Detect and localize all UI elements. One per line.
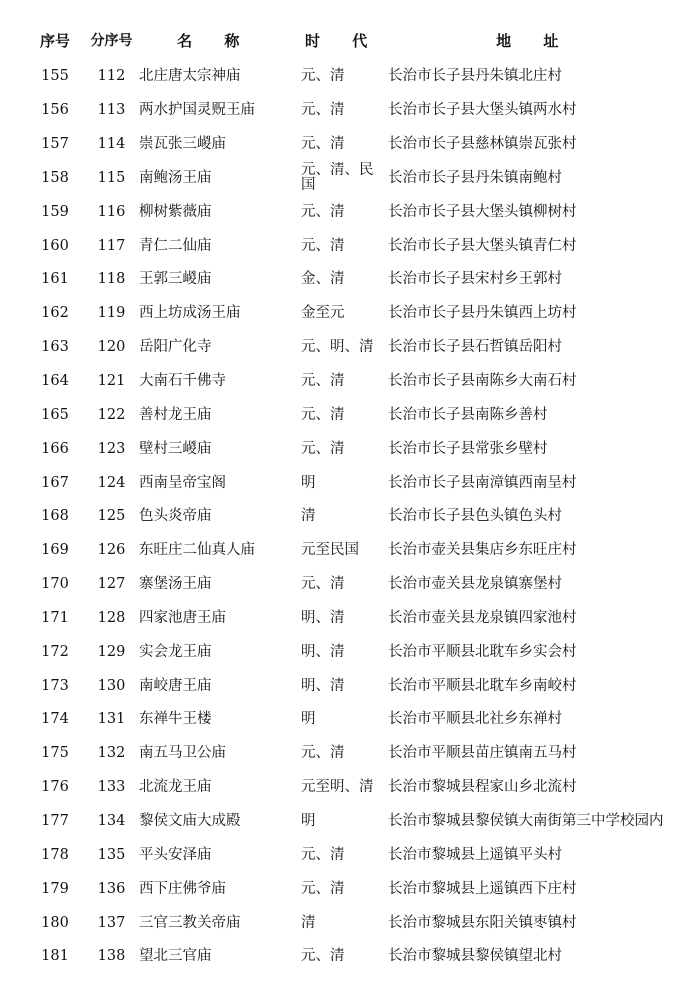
cell-era: 明、清 xyxy=(301,677,345,694)
cell-address: 长治市长子县宋村乡王郭村 xyxy=(388,271,562,288)
table-row xyxy=(22,737,684,771)
cell-seq: 171 xyxy=(41,609,69,626)
cell-sub-seq: 126 xyxy=(97,542,126,559)
cell-address: 长治市平顺县北社乡东禅村 xyxy=(388,711,562,728)
cell-address: 长治市黎城县黎侯镇望北村 xyxy=(388,948,562,965)
cell-seq: 158 xyxy=(41,169,69,186)
table-row xyxy=(22,703,684,737)
table-body xyxy=(22,60,684,974)
cell-seq: 169 xyxy=(41,542,69,559)
cell-address: 长治市黎城县上遥镇西下庄村 xyxy=(388,880,577,897)
cell-era: 元、清 xyxy=(301,237,345,254)
table-row xyxy=(22,195,684,229)
cell-address: 长治市长子县大堡头镇柳树村 xyxy=(388,203,577,220)
cell-name: 寨堡汤王庙 xyxy=(139,576,212,593)
table-row xyxy=(22,128,684,162)
cell-era: 元、清 xyxy=(301,948,345,965)
table-row xyxy=(22,669,684,703)
cell-sub-seq: 133 xyxy=(97,779,126,796)
cell-seq: 179 xyxy=(41,880,69,897)
cell-address: 长治市壶关县龙泉镇四家池村 xyxy=(388,609,577,626)
cell-sub-seq: 136 xyxy=(97,880,126,897)
cell-era: 元、清 xyxy=(301,406,345,423)
cell-era: 元、清 xyxy=(301,136,345,153)
cell-address: 长治市平顺县北耽车乡实会村 xyxy=(388,643,577,660)
cell-seq: 157 xyxy=(41,136,69,153)
cell-seq: 180 xyxy=(41,914,69,931)
cell-era: 元至明、清 xyxy=(301,779,374,796)
table-row xyxy=(22,297,684,331)
cell-name: 实会龙王庙 xyxy=(139,643,212,660)
table-row xyxy=(22,500,684,534)
cell-name: 北庄唐太宗神庙 xyxy=(139,68,241,85)
cell-sub-seq: 138 xyxy=(97,948,126,965)
cell-sub-seq: 123 xyxy=(97,440,126,457)
cell-sub-seq: 112 xyxy=(97,68,126,85)
cell-sub-seq: 135 xyxy=(97,846,126,863)
cell-address: 长治市壶关县龙泉镇寨堡村 xyxy=(388,576,562,593)
cell-sub-seq: 127 xyxy=(97,576,126,593)
cell-era: 金、清 xyxy=(301,271,345,288)
cell-seq: 156 xyxy=(41,102,69,119)
cell-era: 元、清 xyxy=(301,745,345,762)
cell-era: 元、清 xyxy=(301,203,345,220)
table-row xyxy=(22,602,684,636)
cell-address: 长治市长子县丹朱镇南鲍村 xyxy=(388,169,562,186)
cell-era: 元、清 xyxy=(301,68,345,85)
cell-seq: 160 xyxy=(41,237,69,254)
cell-sub-seq: 122 xyxy=(97,406,126,423)
cell-era: 元至民国 xyxy=(301,542,359,559)
cell-seq: 155 xyxy=(41,68,69,85)
cell-address: 长治市黎城县东阳关镇枣镇村 xyxy=(388,914,577,931)
cell-sub-seq: 117 xyxy=(97,237,126,254)
cell-era: 明 xyxy=(301,711,316,728)
cell-address: 长治市平顺县北耽车乡南峧村 xyxy=(388,677,577,694)
cell-name: 平头安泽庙 xyxy=(139,846,212,863)
cell-name: 北流龙王庙 xyxy=(139,779,212,796)
cell-name: 黎侯文庙大成殿 xyxy=(139,812,241,829)
table-row xyxy=(22,534,684,568)
cell-seq: 163 xyxy=(41,339,69,356)
table-row xyxy=(22,466,684,500)
table-row xyxy=(22,60,684,94)
cell-name: 柳树紫薇庙 xyxy=(139,203,212,220)
cell-name: 岳阳广化寺 xyxy=(139,339,212,356)
cell-era: 明、清 xyxy=(301,609,345,626)
table-row xyxy=(22,162,684,196)
cell-address: 长治市黎城县上遥镇平头村 xyxy=(388,846,562,863)
cell-sub-seq: 120 xyxy=(97,339,126,356)
cell-name: 四家池唐王庙 xyxy=(139,609,226,626)
table-row xyxy=(22,838,684,872)
cell-seq: 164 xyxy=(41,373,69,390)
cell-name: 西下庄佛爷庙 xyxy=(139,880,226,897)
table-row xyxy=(22,331,684,365)
cell-address: 长治市平顺县苗庄镇南五马村 xyxy=(388,745,577,762)
cell-name: 南峧唐王庙 xyxy=(139,677,212,694)
cell-name: 崇瓦张三嵕庙 xyxy=(139,136,226,153)
table-row xyxy=(22,263,684,297)
cell-address: 长治市长子县大堡头镇两水村 xyxy=(388,102,577,119)
cell-address: 长治市黎城县黎侯镇大南街第三中学校园内 xyxy=(388,812,664,829)
cell-name: 西上坊成汤王庙 xyxy=(139,305,241,322)
cell-seq: 165 xyxy=(41,406,69,423)
header-name: 名 称 xyxy=(177,32,253,50)
cell-sub-seq: 134 xyxy=(97,812,126,829)
cell-seq: 161 xyxy=(41,271,69,288)
cell-name: 壁村三嵕庙 xyxy=(139,440,212,457)
cell-name: 大南石千佛寺 xyxy=(139,373,226,390)
cell-seq: 178 xyxy=(41,846,69,863)
table-row xyxy=(22,635,684,669)
cell-era: 元、清 xyxy=(301,880,345,897)
cell-era: 元、明、清 xyxy=(301,339,374,356)
cell-sub-seq: 115 xyxy=(97,169,126,186)
cell-era: 金至元 xyxy=(301,305,345,322)
header-sub-seq: 分序号 xyxy=(90,32,133,49)
cell-sub-seq: 113 xyxy=(97,102,126,119)
table-row xyxy=(22,398,684,432)
cell-address: 长治市长子县常张乡壁村 xyxy=(388,440,548,457)
cell-sub-seq: 121 xyxy=(97,373,126,390)
cell-name: 王郭三嵕庙 xyxy=(139,271,212,288)
table-row xyxy=(22,94,684,128)
cell-sub-seq: 137 xyxy=(97,914,126,931)
cell-sub-seq: 125 xyxy=(97,508,126,525)
table-row xyxy=(22,906,684,940)
cell-name: 东禅牛王楼 xyxy=(139,711,212,728)
cell-era: 明 xyxy=(301,812,316,829)
cell-sub-seq: 130 xyxy=(97,677,126,694)
cell-seq: 172 xyxy=(41,643,69,660)
cell-seq: 181 xyxy=(41,948,69,965)
cell-name: 南五马卫公庙 xyxy=(139,745,226,762)
cell-sub-seq: 128 xyxy=(97,609,126,626)
cell-address: 长治市长子县丹朱镇北庄村 xyxy=(388,68,562,85)
header-address: 地 址 xyxy=(496,32,572,50)
cell-address: 长治市长子县慈林镇崇瓦张村 xyxy=(388,136,577,153)
table-row xyxy=(22,771,684,805)
header-era: 时 代 xyxy=(305,32,381,50)
header-seq: 序号 xyxy=(39,32,70,50)
cell-seq: 176 xyxy=(41,779,69,796)
cell-address: 长治市黎城县程家山乡北流村 xyxy=(388,779,577,796)
table-row xyxy=(22,229,684,263)
table-header-row xyxy=(22,22,684,60)
cell-era: 清 xyxy=(301,508,316,525)
table-row xyxy=(22,872,684,906)
cell-address: 长治市长子县色头镇色头村 xyxy=(388,508,562,525)
heritage-sites-table xyxy=(22,22,684,974)
cell-seq: 159 xyxy=(41,203,69,220)
table-row xyxy=(22,940,684,974)
cell-era: 元、清、民国 xyxy=(301,162,374,194)
cell-sub-seq: 131 xyxy=(97,711,126,728)
cell-address: 长治市长子县南陈乡善村 xyxy=(388,406,548,423)
cell-seq: 168 xyxy=(41,508,69,525)
cell-name: 西南呈帝宝阁 xyxy=(139,474,226,491)
cell-name: 望北三官庙 xyxy=(139,948,212,965)
cell-seq: 162 xyxy=(41,305,69,322)
cell-name: 两水护国灵贶王庙 xyxy=(139,102,255,119)
cell-seq: 174 xyxy=(41,711,69,728)
cell-seq: 175 xyxy=(41,745,69,762)
cell-seq: 166 xyxy=(41,440,69,457)
cell-address: 长治市长子县丹朱镇西上坊村 xyxy=(388,305,577,322)
cell-era: 明 xyxy=(301,474,316,491)
cell-era: 元、清 xyxy=(301,576,345,593)
cell-seq: 167 xyxy=(41,474,69,491)
cell-address: 长治市壶关县集店乡东旺庄村 xyxy=(388,542,577,559)
cell-sub-seq: 118 xyxy=(97,271,126,288)
cell-name: 南鲍汤王庙 xyxy=(139,169,212,186)
cell-sub-seq: 124 xyxy=(97,474,126,491)
cell-name: 色头炎帝庙 xyxy=(139,508,212,525)
cell-era: 清 xyxy=(301,914,316,931)
cell-sub-seq: 132 xyxy=(97,745,126,762)
cell-sub-seq: 114 xyxy=(97,136,126,153)
cell-address: 长治市长子县南漳镇西南呈村 xyxy=(388,474,577,491)
cell-seq: 173 xyxy=(41,677,69,694)
table-row xyxy=(22,365,684,399)
cell-name: 善村龙王庙 xyxy=(139,406,212,423)
cell-era: 元、清 xyxy=(301,373,345,390)
cell-era: 明、清 xyxy=(301,643,345,660)
cell-name: 东旺庄二仙真人庙 xyxy=(139,542,255,559)
cell-seq: 177 xyxy=(41,812,69,829)
cell-sub-seq: 119 xyxy=(97,305,126,322)
cell-address: 长治市长子县石哲镇岳阳村 xyxy=(388,339,562,356)
table-row xyxy=(22,805,684,839)
cell-era: 元、清 xyxy=(301,440,345,457)
cell-address: 长治市长子县南陈乡大南石村 xyxy=(388,373,577,390)
table-row xyxy=(22,432,684,466)
cell-sub-seq: 129 xyxy=(97,643,126,660)
cell-era: 元、清 xyxy=(301,846,345,863)
cell-sub-seq: 116 xyxy=(97,203,126,220)
cell-address: 长治市长子县大堡头镇青仁村 xyxy=(388,237,577,254)
table-row xyxy=(22,568,684,602)
cell-name: 青仁二仙庙 xyxy=(139,237,212,254)
cell-seq: 170 xyxy=(41,576,69,593)
cell-name: 三官三教关帝庙 xyxy=(139,914,241,931)
cell-era: 元、清 xyxy=(301,102,345,119)
